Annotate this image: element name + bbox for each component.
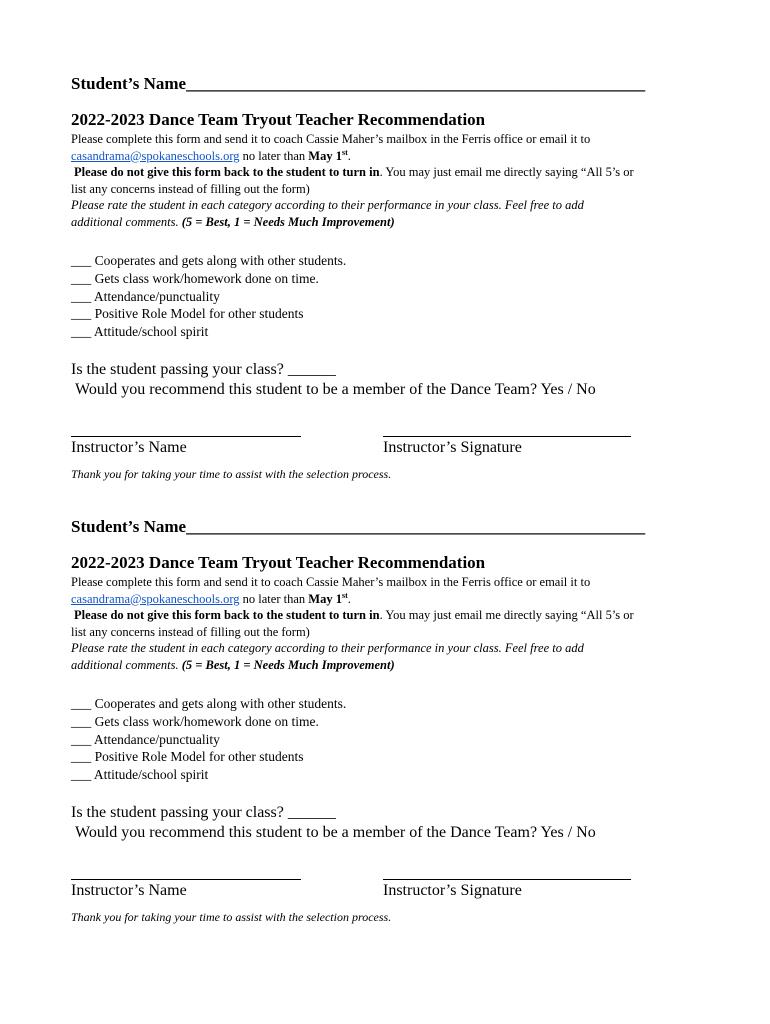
deadline-date: May 1 — [308, 148, 342, 163]
rating-item-cooperates[interactable]: ___ Cooperates and gets along with other students. — [71, 696, 347, 711]
instructor-signature-label: Instructor’s Signature — [383, 881, 522, 899]
rating-item-attitude[interactable]: ___ Attitude/school spirit — [71, 767, 209, 783]
question-recommend[interactable]: Would you recommend this student to be a member of the Dance Team? Yes / No — [75, 380, 596, 398]
thank-you-note: Thank you for taking your time to assist with the selection process. — [71, 466, 392, 481]
deadline-end: . — [347, 591, 351, 606]
instructor-name-label: Instructor’s Name — [71, 881, 187, 899]
instructions-line: Please complete this form and send it to coach Cassie Maher’s mailbox in the Ferris office or email it to — [71, 132, 591, 146]
coach-email-link[interactable]: casandrama@spokaneschools.org — [71, 148, 240, 163]
rating-list — [71, 252, 731, 341]
email-deadline-line — [71, 591, 731, 608]
recommendation-form-1 — [71, 74, 731, 482]
rating-instructions: Please rate the student in each category according to their performance in your class. Feel free to add — [71, 641, 584, 655]
instructor-signature-line[interactable] — [383, 422, 631, 437]
notice-bold: Please do not give this form back to the student to turn in — [74, 165, 380, 179]
deadline-date: May 1 — [308, 591, 342, 606]
student-name-field[interactable]: Student’s Name______________________________________________________ — [71, 74, 646, 93]
rating-instructions-2 — [71, 214, 731, 231]
notice-bold: Please do not give this form back to the student to turn in — [74, 608, 380, 622]
instructor-name-block — [71, 422, 301, 458]
deadline-suffix: st — [341, 147, 348, 157]
instructions-line: Please complete this form and send it to coach Cassie Maher’s mailbox in the Ferris office or email it to — [71, 575, 591, 589]
notice-line-2: list any concerns instead of filling out the form) — [71, 181, 310, 196]
rating-instructions: Please rate the student in each category according to their performance in your class. Feel free to add — [71, 198, 584, 212]
instructor-signature-block — [383, 422, 631, 458]
rating-item-role-model[interactable]: ___ Positive Role Model for other students — [71, 749, 304, 765]
instructions — [71, 574, 731, 591]
instructor-name-line[interactable] — [71, 865, 301, 880]
coach-email-link[interactable]: casandrama@spokaneschools.org — [71, 591, 240, 606]
signature-row — [71, 422, 731, 466]
deadline-prefix: no later than — [239, 148, 309, 163]
signature-row — [71, 865, 731, 909]
notice-line — [71, 607, 731, 624]
rating-item-classwork[interactable]: ___ Gets class work/homework done on time. — [71, 713, 319, 729]
question-passing[interactable]: Is the student passing your class? ______ — [71, 803, 336, 821]
form-title: 2022-2023 Dance Team Tryout Teacher Recommendation — [71, 110, 486, 129]
thank-you-note: Thank you for taking your time to assist with the selection process. — [71, 909, 392, 924]
rating-item-cooperates[interactable]: ___ Cooperates and gets along with other students. — [71, 253, 347, 268]
notice-line — [71, 164, 731, 181]
notice-rest: . You may just email me directly saying “All 5’s or — [379, 608, 634, 622]
rating-scale: (5 = Best, 1 = Needs Much Improvement) — [181, 214, 395, 229]
recommendation-form-2 — [71, 517, 731, 925]
email-deadline-line — [71, 148, 731, 165]
rating-list — [71, 695, 731, 784]
instructor-name-label: Instructor’s Name — [71, 438, 187, 456]
rating-item-attitude[interactable]: ___ Attitude/school spirit — [71, 324, 209, 340]
rating-instructions-2 — [71, 657, 731, 674]
instructor-signature-label: Instructor’s Signature — [383, 438, 522, 456]
question-recommend[interactable]: Would you recommend this student to be a member of the Dance Team? Yes / No — [75, 823, 596, 841]
student-name-field[interactable]: Student’s Name______________________________________________________ — [71, 517, 646, 536]
rating-item-classwork[interactable]: ___ Gets class work/homework done on time. — [71, 270, 319, 286]
rating-item-attendance[interactable]: ___ Attendance/punctuality — [71, 288, 220, 304]
deadline-end: . — [347, 148, 351, 163]
instructor-name-block — [71, 865, 301, 901]
instructor-signature-line[interactable] — [383, 865, 631, 880]
rating-item-role-model[interactable]: ___ Positive Role Model for other students — [71, 306, 304, 322]
deadline-suffix: st — [341, 590, 348, 600]
question-passing[interactable]: Is the student passing your class? ______ — [71, 360, 336, 378]
instructions — [71, 131, 731, 148]
rating-item-attendance[interactable]: ___ Attendance/punctuality — [71, 731, 220, 747]
rating-instructions-text: additional comments. — [71, 657, 182, 672]
rating-instructions-text: additional comments. — [71, 214, 182, 229]
deadline-prefix: no later than — [239, 591, 309, 606]
instructor-signature-block — [383, 865, 631, 901]
notice-line-2: list any concerns instead of filling out the form) — [71, 624, 310, 639]
instructor-name-line[interactable] — [71, 422, 301, 437]
form-title: 2022-2023 Dance Team Tryout Teacher Recommendation — [71, 553, 486, 572]
rating-scale: (5 = Best, 1 = Needs Much Improvement) — [181, 657, 395, 672]
notice-rest: . You may just email me directly saying “All 5’s or — [379, 165, 634, 179]
